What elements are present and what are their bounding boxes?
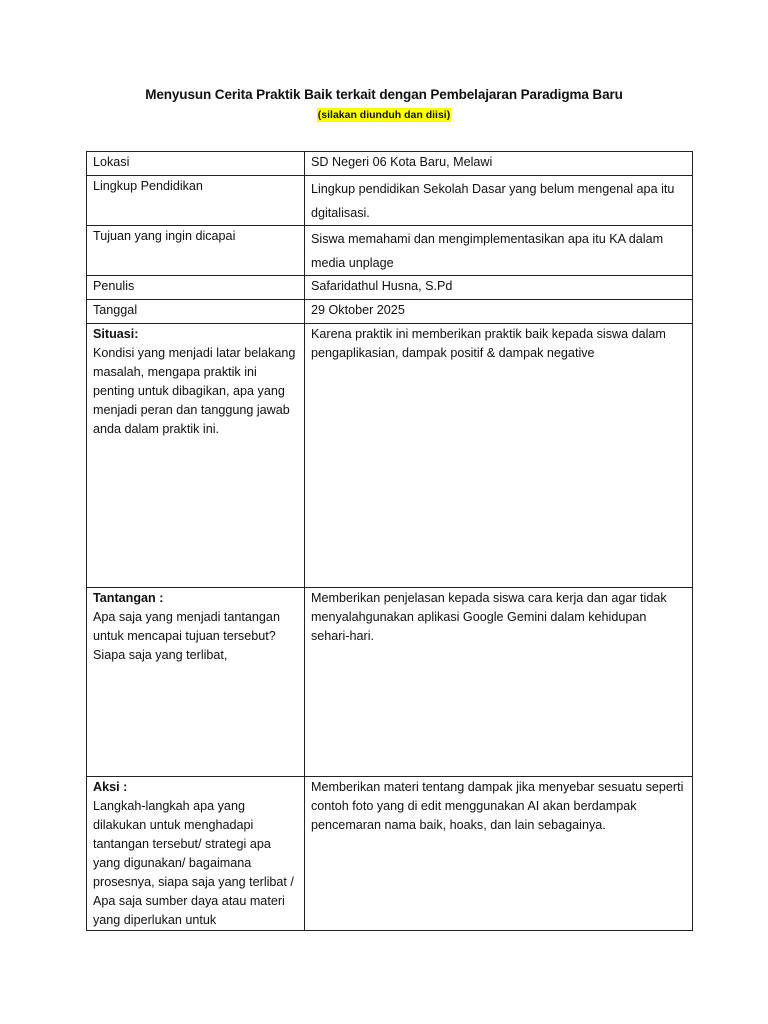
table-row-aksi [87, 777, 693, 931]
lokasi-value: SD Negeri 06 Kota Baru, Melawi [305, 152, 693, 176]
table-row-tanggal [87, 300, 693, 324]
table-row-penulis [87, 276, 693, 300]
tujuan-label: Tujuan yang ingin dicapai [87, 226, 305, 276]
tantangan-label-cell [87, 588, 305, 777]
situasi-heading: Situasi: [93, 327, 139, 341]
aksi-value: Memberikan materi tentang dampak jika menyebar sesuatu seperti contoh foto yang di edit menggunakan AI akan berdampak pencemaran nama baik, hoaks, dan lain sebagainya. [305, 777, 693, 931]
tanggal-label: Tanggal [87, 300, 305, 324]
table-row-tantangan [87, 588, 693, 777]
tantangan-heading: Tantangan : [93, 591, 164, 605]
table-row-tujuan [87, 226, 693, 276]
aksi-description: Langkah-langkah apa yang dilakukan untuk menghadapi tantangan tersebut/ strategi apa yang digunakan/ bagaimana prosesnya, siapa saja yang terlibat / Apa saja sumber daya atau materi yang diperlukan untuk [93, 799, 294, 927]
situasi-description: Kondisi yang menjadi latar belakang masalah, mengapa praktik ini penting untuk dibagikan, apa yang menjadi peran dan tanggung jawab anda dalam praktik ini. [93, 346, 296, 436]
lingkup-value: Lingkup pendidikan Sekolah Dasar yang belum mengenal apa itu dgitalisasi. [305, 176, 693, 226]
penulis-value: Safaridathul Husna, S.Pd [305, 276, 693, 300]
situasi-label-cell [87, 324, 305, 588]
tujuan-value: Siswa memahami dan mengimplementasikan apa itu KA dalam media unplage [305, 226, 693, 276]
aksi-heading: Aksi : [93, 780, 128, 794]
situasi-value: Karena praktik ini memberikan praktik baik kepada siswa dalam pengaplikasian, dampak positif & dampak negative [305, 324, 693, 588]
table-row-lokasi [87, 152, 693, 176]
table-row-lingkup-pendidikan [87, 176, 693, 226]
aksi-label-cell [87, 777, 305, 931]
tanggal-value: 29 Oktober 2025 [305, 300, 693, 324]
table-row-situasi [87, 324, 693, 588]
lingkup-label: Lingkup Pendidikan [87, 176, 305, 226]
tantangan-description: Apa saja yang menjadi tantangan untuk mencapai tujuan tersebut? Siapa saja yang terlibat, [93, 610, 280, 662]
document-subtitle-highlight: (silakan diunduh dan diisi) [317, 109, 451, 121]
document-subtitle-container [0, 107, 768, 122]
tantangan-value: Memberikan penjelasan kepada siswa cara kerja dan agar tidak menyalahgunakan aplikasi Google Gemini dalam kehidupan sehari-hari. [305, 588, 693, 777]
penulis-label: Penulis [87, 276, 305, 300]
lokasi-label: Lokasi [87, 152, 305, 176]
document-title: Menyusun Cerita Praktik Baik terkait dengan Pembelajaran Paradigma Baru [145, 87, 623, 102]
practice-story-table [86, 151, 693, 931]
